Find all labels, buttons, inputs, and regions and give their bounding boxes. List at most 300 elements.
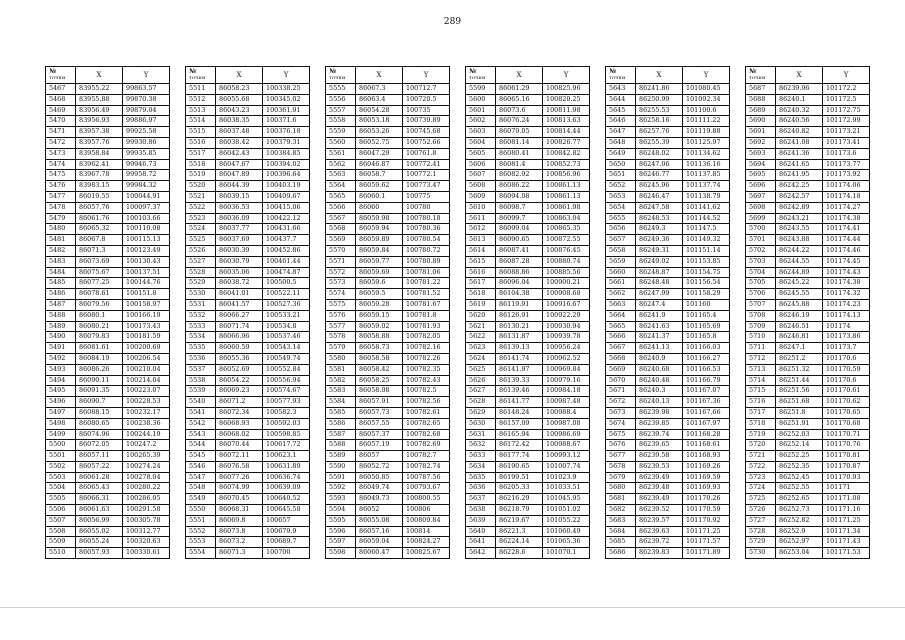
point-number-cell: 5674 (606, 418, 636, 429)
point-number-cell: 5714 (746, 375, 776, 386)
y-coordinate-cell: 100376.18 (263, 127, 310, 138)
y-coordinate-cell: 101173.41 (823, 137, 870, 148)
point-number-cell: 5657 (606, 235, 636, 246)
x-coordinate-cell: 86068.02 (216, 429, 263, 440)
table-row (606, 202, 730, 213)
point-number-cell: 5629 (466, 407, 496, 418)
table-row (46, 418, 170, 429)
x-coordinate-cell: 86071.74 (216, 321, 263, 332)
y-coordinate-cell: 101167.07 (683, 386, 730, 397)
point-number-cell: 5531 (186, 299, 216, 310)
x-coordinate-cell: 86126.91 (496, 310, 543, 321)
table-row (606, 451, 730, 462)
y-coordinate-cell: 100371.6 (263, 116, 310, 127)
y-coordinate-cell: 100806 (403, 505, 450, 516)
y-coordinate-cell: 101170.81 (823, 451, 870, 462)
point-number-cell: 5481 (46, 235, 76, 246)
y-coordinate-cell: 100780.36 (403, 224, 450, 235)
x-coordinate-cell: 86239.72 (636, 537, 683, 548)
x-coordinate-cell: 86059.02 (356, 321, 403, 332)
y-coordinate-cell: 100872.55 (543, 235, 590, 246)
y-coordinate-cell: 100330.61 (123, 548, 170, 559)
table-row (326, 440, 450, 451)
x-coordinate-cell: 86060 (356, 202, 403, 213)
y-coordinate-cell: 100782.61 (403, 407, 450, 418)
y-coordinate-cell: 100636.74 (263, 472, 310, 483)
table-row (466, 364, 590, 375)
point-number-cell: 5617 (466, 278, 496, 289)
point-number-cell: 5502 (46, 461, 76, 472)
table-row (606, 418, 730, 429)
x-coordinate-cell: 86248.02 (636, 148, 683, 159)
x-coordinate-cell: 86053.18 (356, 116, 403, 127)
y-coordinate-cell: 100345.02 (263, 94, 310, 105)
table-row (466, 213, 590, 224)
table-row (326, 353, 450, 364)
x-coordinate-cell: 86239.58 (636, 451, 683, 462)
point-number-cell: 5671 (606, 386, 636, 397)
x-coordinate-cell: 86251.68 (776, 397, 823, 408)
y-coordinate-cell: 100852.73 (543, 159, 590, 170)
x-coordinate-cell: 86096.04 (496, 278, 543, 289)
table-row (326, 375, 450, 386)
y-coordinate-cell: 101138.79 (683, 191, 730, 202)
x-coordinate-cell: 86091.35 (76, 386, 123, 397)
point-number-cell: 5582 (326, 375, 356, 386)
x-coordinate-cell: 86240.56 (776, 116, 823, 127)
point-number-cell: 5693 (746, 148, 776, 159)
table-row (746, 440, 870, 451)
point-number-cell: 5691 (746, 127, 776, 138)
table-row (186, 332, 310, 343)
point-number-cell: 5646 (606, 116, 636, 127)
table-row (46, 278, 170, 289)
point-number-cell: 5700 (746, 224, 776, 235)
table-row (746, 224, 870, 235)
x-coordinate-cell: 86038.35 (216, 116, 263, 127)
x-coordinate-cell: 86057.55 (356, 418, 403, 429)
point-number-cell: 5492 (46, 353, 76, 364)
y-coordinate-cell: 100409.67 (263, 191, 310, 202)
y-coordinate-cell: 100534.8 (263, 321, 310, 332)
y-coordinate-cell: 101174.13 (823, 310, 870, 321)
point-number-cell: 5535 (186, 343, 216, 354)
x-coordinate-cell: 83957.38 (76, 127, 123, 138)
table-row (186, 505, 310, 516)
x-coordinate-cell: 86059.62 (356, 181, 403, 192)
x-coordinate-cell: 86240.48 (636, 375, 683, 386)
table-row (606, 505, 730, 516)
table-row (466, 235, 590, 246)
y-coordinate-cell: 99870.38 (123, 94, 170, 105)
x-coordinate-cell: 86066.96 (216, 332, 263, 343)
y-coordinate-cell: 100969.84 (543, 364, 590, 375)
table-row (326, 213, 450, 224)
x-coordinate-cell: 86141.97 (496, 364, 543, 375)
y-coordinate-cell: 99946.73 (123, 159, 170, 170)
table-row (746, 483, 870, 494)
x-coordinate-cell: 86251.2 (776, 353, 823, 364)
table-row (746, 245, 870, 256)
y-coordinate-cell: 101160 (683, 299, 730, 310)
point-number-cell: 5648 (606, 137, 636, 148)
table-row (326, 181, 450, 192)
x-coordinate-cell: 86063.4 (356, 94, 403, 105)
x-coordinate-cell: 86218.79 (496, 505, 543, 516)
point-number-cell: 5725 (746, 494, 776, 505)
point-number-cell: 5713 (746, 364, 776, 375)
table-row (326, 159, 450, 170)
x-coordinate-cell: 86251.56 (776, 386, 823, 397)
point-number-cell: 5583 (326, 386, 356, 397)
x-coordinate-cell: 86058.23 (216, 84, 263, 95)
point-number-cell: 5602 (466, 116, 496, 127)
y-coordinate-cell: 101171.08 (823, 494, 870, 505)
x-coordinate-cell: 86242.89 (776, 202, 823, 213)
y-coordinate-cell: 100144.76 (123, 278, 170, 289)
point-number-cell: 5579 (326, 343, 356, 354)
point-number-cell: 5566 (326, 202, 356, 213)
table-row (606, 299, 730, 310)
table-row (326, 94, 450, 105)
point-number-cell: 5605 (466, 148, 496, 159)
table-row (326, 267, 450, 278)
x-coordinate-cell: 86247.58 (636, 202, 683, 213)
point-number-cell: 5659 (606, 256, 636, 267)
point-number-cell: 5614 (466, 245, 496, 256)
y-coordinate-cell: 99863.57 (123, 84, 170, 95)
point-number-cell: 5708 (746, 310, 776, 321)
x-coordinate-cell: 86047.67 (216, 159, 263, 170)
x-coordinate-cell: 86058.73 (356, 343, 403, 354)
x-coordinate-cell: 83955.22 (76, 84, 123, 95)
point-number-cell: 5630 (466, 418, 496, 429)
point-number-cell: 5683 (606, 515, 636, 526)
header-row (46, 67, 170, 84)
y-coordinate-cell: 101134.62 (683, 148, 730, 159)
x-coordinate-cell: 86245.55 (776, 289, 823, 300)
table-row (466, 526, 590, 537)
table-row (606, 278, 730, 289)
y-coordinate-cell: 101170.59 (823, 364, 870, 375)
y-coordinate-cell: 101171.25 (683, 526, 730, 537)
y-coordinate-cell: 100781.8 (403, 310, 450, 321)
table-row (326, 451, 450, 462)
y-coordinate-cell: 101172.99 (823, 116, 870, 127)
y-coordinate-cell: 100782.16 (403, 343, 450, 354)
x-coordinate-cell: 86059.6 (356, 278, 403, 289)
point-number-cell: 5558 (326, 116, 356, 127)
table-row (606, 353, 730, 364)
point-number-cell: 5669 (606, 364, 636, 375)
point-number-cell: 5599 (466, 84, 496, 95)
y-coordinate-cell: 101169.26 (683, 461, 730, 472)
y-coordinate-cell: 101174.38 (823, 213, 870, 224)
point-number-cell: 5685 (606, 537, 636, 548)
table-row (746, 429, 870, 440)
y-coordinate-cell: 100384.85 (263, 148, 310, 159)
header-number-word: точки (189, 75, 206, 81)
x-coordinate-cell: 86042.43 (216, 148, 263, 159)
table-row (466, 321, 590, 332)
y-coordinate-cell: 100782.7 (403, 451, 450, 462)
point-number-cell: 5540 (186, 397, 216, 408)
x-coordinate-cell: 86246.77 (636, 170, 683, 181)
y-coordinate-cell: 100522.11 (263, 289, 310, 300)
point-number-cell: 5712 (746, 353, 776, 364)
x-coordinate-cell: 86246.19 (776, 310, 823, 321)
x-coordinate-cell: 86241.9 (636, 310, 683, 321)
table-row (746, 127, 870, 138)
point-number-cell: 5509 (46, 537, 76, 548)
table-row (186, 461, 310, 472)
point-number-cell: 5564 (326, 181, 356, 192)
point-number-cell: 5572 (326, 267, 356, 278)
table-row (606, 321, 730, 332)
x-coordinate-cell: 86239.48 (636, 483, 683, 494)
x-coordinate-cell: 86252.65 (776, 494, 823, 505)
y-coordinate-cell: 101136.16 (683, 159, 730, 170)
point-number-cell: 5611 (466, 213, 496, 224)
table-row (466, 289, 590, 300)
y-coordinate-cell: 100645.58 (263, 505, 310, 516)
y-coordinate-cell: 101168.28 (683, 429, 730, 440)
header-row (466, 67, 590, 84)
x-coordinate-cell: 83956.93 (76, 116, 123, 127)
table-row (186, 256, 310, 267)
y-coordinate-cell: 100232.17 (123, 407, 170, 418)
header-number-word: точки (609, 75, 626, 81)
point-number-cell: 5507 (46, 515, 76, 526)
x-coordinate-cell: 86177.74 (496, 451, 543, 462)
x-coordinate-cell: 86241.65 (776, 159, 823, 170)
table-row (186, 170, 310, 181)
table-row (466, 245, 590, 256)
point-number-cell: 5677 (606, 451, 636, 462)
point-number-cell: 5474 (46, 159, 76, 170)
x-coordinate-cell: 86221.3 (496, 526, 543, 537)
table-row (46, 483, 170, 494)
table-row (606, 235, 730, 246)
y-coordinate-cell: 100916.67 (543, 299, 590, 310)
point-number-cell: 5526 (186, 245, 216, 256)
x-coordinate-cell: 86071.2 (216, 397, 263, 408)
y-coordinate-cell: 99925.58 (123, 127, 170, 138)
table-row (746, 299, 870, 310)
table-row (326, 526, 450, 537)
table-row (46, 116, 170, 127)
table-row (326, 386, 450, 397)
x-coordinate-cell: 86228.6 (496, 548, 543, 559)
x-coordinate-cell: 86148.24 (496, 407, 543, 418)
table-row (46, 245, 170, 256)
y-coordinate-cell: 101168.61 (683, 440, 730, 451)
header-number-symbol: № (469, 67, 477, 75)
point-number-cell: 5622 (466, 332, 496, 343)
x-coordinate-cell: 86251.32 (776, 364, 823, 375)
table-row (606, 137, 730, 148)
y-coordinate-cell: 100639.09 (263, 483, 310, 494)
header-point-number (466, 67, 496, 84)
point-number-cell: 5600 (466, 94, 496, 105)
table-row (46, 256, 170, 267)
x-coordinate-cell: 86239.98 (636, 407, 683, 418)
y-coordinate-cell: 100739.89 (403, 116, 450, 127)
table-row (326, 505, 450, 516)
point-number-cell: 5471 (46, 127, 76, 138)
point-number-cell: 5552 (186, 526, 216, 537)
y-coordinate-cell: 100811.98 (543, 105, 590, 116)
point-number-cell: 5520 (186, 181, 216, 192)
y-coordinate-cell: 100780.54 (403, 235, 450, 246)
point-number-cell: 5511 (186, 84, 216, 95)
coordinate-table (325, 66, 450, 559)
y-coordinate-cell: 101147.5 (683, 224, 730, 235)
point-number-cell: 5499 (46, 429, 76, 440)
y-coordinate-cell: 100244.19 (123, 429, 170, 440)
y-coordinate-cell: 101144.52 (683, 213, 730, 224)
y-coordinate-cell: 100415.06 (263, 202, 310, 213)
x-coordinate-cell: 86247.06 (636, 159, 683, 170)
x-coordinate-cell: 86246.81 (776, 332, 823, 343)
y-coordinate-cell: 100782.69 (403, 440, 450, 451)
y-coordinate-cell: 100291.58 (123, 505, 170, 516)
y-coordinate-cell: 100856.96 (543, 170, 590, 181)
y-coordinate-cell: 101055.22 (543, 515, 590, 526)
y-coordinate-cell: 100782.65 (403, 418, 450, 429)
y-coordinate-cell: 100861.98 (543, 202, 590, 213)
table-row (186, 278, 310, 289)
table-row (186, 526, 310, 537)
y-coordinate-cell: 100228.53 (123, 397, 170, 408)
table-row (186, 515, 310, 526)
header-number-symbol: № (189, 67, 197, 75)
y-coordinate-cell: 100930.94 (543, 321, 590, 332)
table-row (186, 267, 310, 278)
x-coordinate-cell: 86059.84 (356, 245, 403, 256)
x-coordinate-cell: 86239.85 (636, 418, 683, 429)
x-coordinate-cell: 86055.24 (76, 537, 123, 548)
x-coordinate-cell: 86251.8 (776, 407, 823, 418)
table-row (326, 310, 450, 321)
x-coordinate-cell: 86241.63 (636, 321, 683, 332)
point-number-cell: 5594 (326, 505, 356, 516)
point-number-cell: 5557 (326, 105, 356, 116)
point-number-cell: 5553 (186, 537, 216, 548)
y-coordinate-cell: 100379.31 (263, 137, 310, 148)
x-coordinate-cell: 86070.45 (216, 494, 263, 505)
x-coordinate-cell: 86130.21 (496, 321, 543, 332)
point-number-cell: 5513 (186, 105, 216, 116)
table-row (326, 321, 450, 332)
table-row (746, 310, 870, 321)
x-coordinate-cell: 86242.25 (776, 181, 823, 192)
x-coordinate-cell: 86075.67 (76, 267, 123, 278)
table-row (606, 181, 730, 192)
y-coordinate-cell: 101170.6 (823, 375, 870, 386)
point-number-cell: 5718 (746, 418, 776, 429)
point-number-cell: 5696 (746, 181, 776, 192)
x-coordinate-cell: 86104.38 (496, 289, 543, 300)
x-coordinate-cell: 86058.25 (356, 375, 403, 386)
point-number-cell: 5639 (466, 515, 496, 526)
table-row (46, 537, 170, 548)
y-coordinate-cell: 101165.8 (683, 332, 730, 343)
y-coordinate-cell: 100214.04 (123, 375, 170, 386)
point-number-cell: 5649 (606, 148, 636, 159)
table-row (186, 429, 310, 440)
table-row (46, 137, 170, 148)
y-coordinate-cell: 100885.56 (543, 267, 590, 278)
y-coordinate-cell: 100782.05 (403, 332, 450, 343)
x-coordinate-cell: 86139.33 (496, 375, 543, 386)
table-row (326, 256, 450, 267)
y-coordinate-cell: 100979.16 (543, 375, 590, 386)
y-coordinate-cell: 101170.59 (683, 505, 730, 516)
y-coordinate-cell: 101060.49 (543, 526, 590, 537)
point-number-cell: 5726 (746, 505, 776, 516)
point-number-cell: 5672 (606, 397, 636, 408)
table-row (46, 461, 170, 472)
x-coordinate-cell: 86086.22 (496, 181, 543, 192)
y-coordinate-cell: 100814 (403, 526, 450, 537)
point-number-cell: 5519 (186, 170, 216, 181)
x-coordinate-cell: 86061.63 (76, 505, 123, 516)
x-coordinate-cell: 86059.94 (356, 224, 403, 235)
point-number-cell: 5641 (466, 537, 496, 548)
table-row (46, 526, 170, 537)
y-coordinate-cell: 100842.82 (543, 148, 590, 159)
x-coordinate-cell: 86058.58 (356, 353, 403, 364)
table-row (466, 418, 590, 429)
x-coordinate-cell: 86239.63 (636, 526, 683, 537)
table-row (46, 84, 170, 95)
x-coordinate-cell: 86055.68 (216, 94, 263, 105)
table-row (746, 191, 870, 202)
x-coordinate-cell: 86245.88 (776, 299, 823, 310)
x-coordinate-cell: 83958.84 (76, 148, 123, 159)
header-point-number (746, 67, 776, 84)
x-coordinate-cell: 86052.72 (356, 461, 403, 472)
point-number-cell: 5717 (746, 407, 776, 418)
y-coordinate-cell: 100527.36 (263, 299, 310, 310)
table-row (746, 181, 870, 192)
point-number-cell: 5544 (186, 440, 216, 451)
table-row (326, 515, 450, 526)
x-coordinate-cell: 86249.31 (636, 245, 683, 256)
table-row (606, 375, 730, 386)
x-coordinate-cell: 86099.04 (496, 224, 543, 235)
header-row (186, 67, 310, 84)
x-coordinate-cell: 86057.91 (356, 397, 403, 408)
y-coordinate-cell: 100939.78 (543, 332, 590, 343)
header-number-symbol: № (609, 67, 617, 75)
x-coordinate-cell: 86067.3 (356, 84, 403, 95)
table-row (46, 451, 170, 462)
header-x: X (776, 67, 823, 84)
y-coordinate-cell: 101173.7 (823, 343, 870, 354)
y-coordinate-cell: 100110.08 (123, 224, 170, 235)
point-number-cell: 5475 (46, 170, 76, 181)
x-coordinate-cell: 86030.39 (216, 245, 263, 256)
table-row (186, 364, 310, 375)
x-coordinate-cell: 86252.73 (776, 505, 823, 516)
point-number-cell: 5727 (746, 515, 776, 526)
y-coordinate-cell: 100826.77 (543, 137, 590, 148)
y-coordinate-cell: 100861.13 (543, 181, 590, 192)
point-number-cell: 5559 (326, 127, 356, 138)
point-number-cell: 5591 (326, 472, 356, 483)
